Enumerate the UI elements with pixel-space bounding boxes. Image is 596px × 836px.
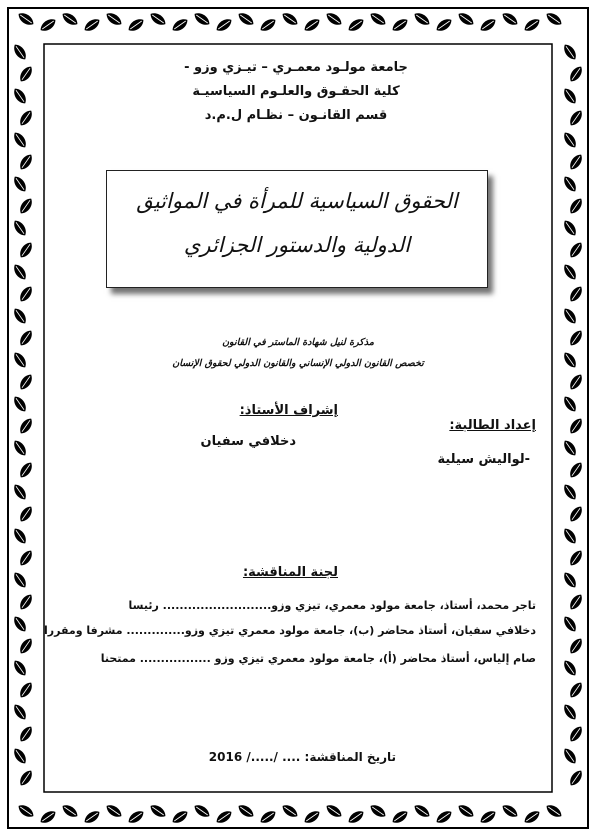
thesis-title-line2: الدولية والدستور الجزائري — [183, 233, 411, 257]
defense-date: تاريخ المناقشة: .... /...../ 2016 — [208, 750, 396, 764]
supervisor-name: دخلافي سفيان — [200, 434, 296, 449]
student-label: إعداد الطالبة: — [449, 418, 536, 433]
supervisor-label: إشراف الأستاذ: — [239, 403, 338, 418]
university-name: جامعة مولـود معمـري – تيـزي وزو - — [184, 60, 408, 75]
jury-member-supervisor: دخلافي سفيان، أستاذ محاضر (ب)، جامعة مولود معمري تيزي وزو.............. مشرفا ومقررا — [44, 624, 536, 637]
memo-specialty: تخصص القانون الدولي الإنساني والقانون الدولي لحقوق الإنسان — [172, 358, 424, 369]
jury-member-president: تاجر محمد، أستاذ، جامعة مولود معمري، تيزي وزو.......................... رئيسا — [128, 599, 536, 612]
faculty-name: كلية الحقـوق والعلـوم السياسيـة — [192, 84, 400, 99]
institution-header — [156, 56, 436, 128]
memo-degree: مذكرة لنيل شهادة الماستر في القانون — [222, 337, 374, 348]
jury-member-examiner: صام إلياس، أستاذ محاضر (أ)، جامعة مولود معمري تيزي وزو ................. ممتحنا — [100, 652, 536, 665]
thesis-title-line1: الحقوق السياسية للمرأة في المواثيق — [136, 189, 458, 213]
student-name: -لواليش سيلية — [437, 452, 530, 467]
department-name: قسم القانـون – نظـام ل.م.د — [204, 108, 388, 123]
jury-title: لجنة المناقشة: — [242, 565, 338, 580]
thesis-title-box — [106, 170, 488, 288]
